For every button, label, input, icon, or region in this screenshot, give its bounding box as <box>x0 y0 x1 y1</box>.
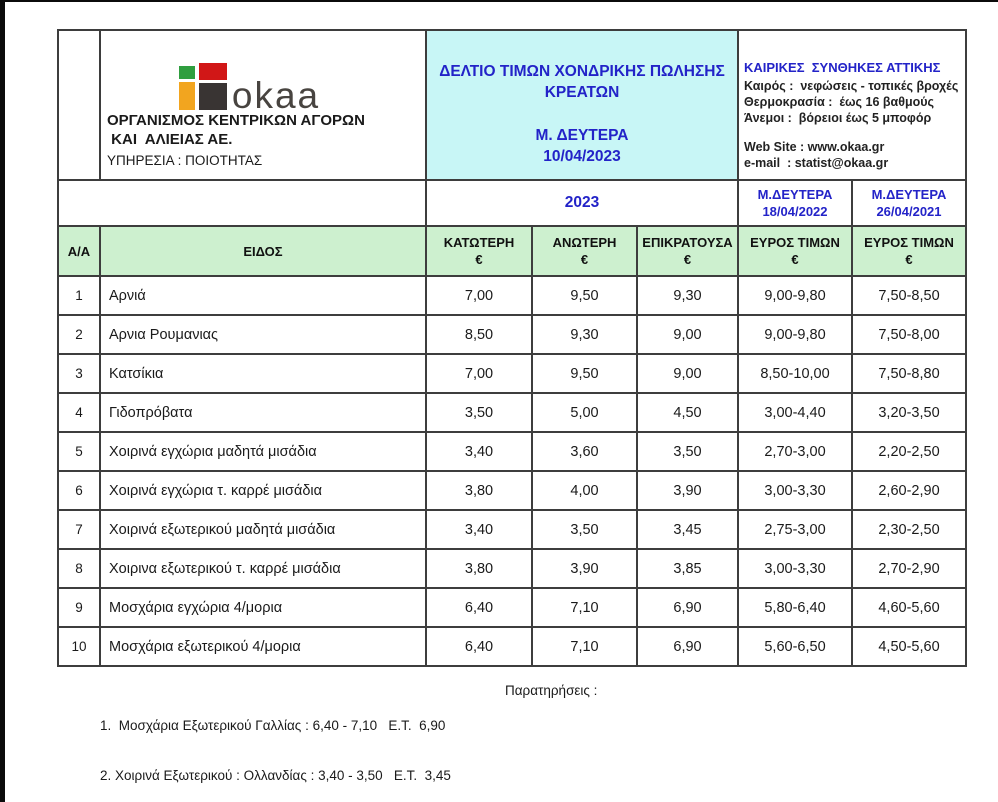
column-header-index: Α/Α <box>58 226 100 276</box>
organization-cell <box>100 30 426 180</box>
price-row <box>58 627 966 666</box>
highest-price: 7,10 <box>532 627 637 666</box>
prevailing-price: 9,00 <box>637 315 738 354</box>
row-number: 3 <box>58 354 100 393</box>
scan-edge-top <box>0 0 998 2</box>
bulletin-date: 10/04/2023 <box>543 148 621 165</box>
previous-date-2021: 26/04/2021 <box>876 204 942 219</box>
logo-orange-square-icon <box>179 82 195 110</box>
species-name: Μοσχάρια εξωτερικού 4/μορια <box>100 627 426 666</box>
logo-red-square-icon <box>199 63 227 80</box>
bulletin-title-cell <box>426 30 738 180</box>
price-row <box>58 315 966 354</box>
price-row <box>58 588 966 627</box>
species-name: Μοσχάρια εγχώρια 4/μορια <box>100 588 426 627</box>
column-header-species: ΕΙΔΟΣ <box>100 226 426 276</box>
lowest-price: 7,00 <box>426 276 532 315</box>
price-range-2022: 3,00-3,30 <box>738 549 852 588</box>
weather-temperature: Θερμοκρασία : έως 16 βαθμούς <box>744 94 935 109</box>
organization-name-line2: ΚΑΙ ΑΛΙΕΙΑΣ ΑΕ. <box>107 130 233 148</box>
price-bulletin-table <box>57 29 967 667</box>
logo-wordmark: okaa <box>231 74 321 116</box>
weather-title: ΚΑΙΡΙΚΕΣ ΣΥΝΘΗΚΕΣ ΑΤΤΙΚΗΣ <box>744 59 941 75</box>
price-range-2022: 9,00-9,80 <box>738 315 852 354</box>
price-row <box>58 471 966 510</box>
prevailing-price: 3,45 <box>637 510 738 549</box>
row-number: 4 <box>58 393 100 432</box>
bulletin-title-line2: ΚΡΕΑΤΩΝ <box>544 84 620 101</box>
current-year-cell: 2023 <box>426 180 738 226</box>
weather-winds: Άνεμοι : βόρειοι έως 5 μποφόρ <box>744 110 932 125</box>
row-number: 8 <box>58 549 100 588</box>
previous-date-2022: 18/04/2022 <box>762 204 828 219</box>
prevailing-price: 6,90 <box>637 627 738 666</box>
price-range-2021: 7,50-8,00 <box>852 315 966 354</box>
price-range-2022: 3,00-3,30 <box>738 471 852 510</box>
prevailing-price: 3,50 <box>637 432 738 471</box>
okaa-logo-mosaic-icon <box>178 63 228 111</box>
prevailing-price: 3,90 <box>637 471 738 510</box>
column-header-range-2022: ΕΥΡΟΣ ΤΙΜΩΝ € <box>738 226 852 276</box>
highest-price: 5,00 <box>532 393 637 432</box>
column-header-lowest: ΚΑΤΩΤΕΡΗ € <box>426 226 532 276</box>
lowest-price: 3,40 <box>426 510 532 549</box>
email-text: e-mail : statist@okaa.gr <box>744 155 889 170</box>
price-row <box>58 276 966 315</box>
row-number: 10 <box>58 627 100 666</box>
logo-dark-square-icon <box>199 83 227 110</box>
highest-price: 3,60 <box>532 432 637 471</box>
row-number: 1 <box>58 276 100 315</box>
header-corner-cell <box>58 30 100 180</box>
price-range-2021: 4,60-5,60 <box>852 588 966 627</box>
lowest-price: 6,40 <box>426 588 532 627</box>
prevailing-price: 9,30 <box>637 276 738 315</box>
prevailing-price: 3,85 <box>637 549 738 588</box>
website-text: Web Site : www.okaa.gr <box>744 139 885 154</box>
price-range-2021: 2,60-2,90 <box>852 471 966 510</box>
lowest-price: 3,80 <box>426 471 532 510</box>
row-number: 6 <box>58 471 100 510</box>
species-name: Χοιρινα εξωτερικού τ. καρρέ μισάδια <box>100 549 426 588</box>
price-range-2021: 2,30-2,50 <box>852 510 966 549</box>
species-name: Κατσίκια <box>100 354 426 393</box>
remarks-label: Παρατηρήσεις : <box>505 683 598 698</box>
lowest-price: 3,50 <box>426 393 532 432</box>
lowest-price: 6,40 <box>426 627 532 666</box>
highest-price: 9,50 <box>532 276 637 315</box>
previous-date-2021-cell <box>852 180 966 226</box>
species-name: Χοιρινά εγχώρια τ. καρρέ μισάδια <box>100 471 426 510</box>
species-name: Χοιρινά εγχώρια μαδητά μισάδια <box>100 432 426 471</box>
row-number: 9 <box>58 588 100 627</box>
price-table-body <box>58 276 966 666</box>
species-name: Αρνια Ρουμανιας <box>100 315 426 354</box>
price-range-2021: 7,50-8,80 <box>852 354 966 393</box>
species-name: Χοιρινά εξωτερικού μαδητά μισάδια <box>100 510 426 549</box>
weather-conditions: Καιρός : νεφώσεις - τοπικές βροχές <box>744 78 959 93</box>
price-range-2022: 9,00-9,80 <box>738 276 852 315</box>
price-range-2022: 3,00-4,40 <box>738 393 852 432</box>
logo-green-square-icon <box>179 66 195 79</box>
row-number: 2 <box>58 315 100 354</box>
prevailing-price: 9,00 <box>637 354 738 393</box>
price-range-2022: 5,60-6,50 <box>738 627 852 666</box>
lowest-price: 8,50 <box>426 315 532 354</box>
footnote-1: 1. Μοσχάρια Εξωτερικού Γαλλίας : 6,40 - 7,10 Ε.Τ. 6,90 <box>100 718 446 733</box>
column-header-row <box>58 226 966 276</box>
prevailing-price: 6,90 <box>637 588 738 627</box>
price-range-2021: 7,50-8,50 <box>852 276 966 315</box>
okaa-logo <box>100 63 411 116</box>
organization-department: ΥΠΗΡΕΣΙΑ : ΠΟΙΟΤΗΤΑΣ <box>107 152 263 168</box>
species-name: Γιδοπρόβατα <box>100 393 426 432</box>
weather-panel <box>738 30 966 180</box>
row-number: 5 <box>58 432 100 471</box>
previous-day-2021: Μ.ΔΕΥΤΕΡΑ <box>871 187 947 202</box>
prevailing-price: 4,50 <box>637 393 738 432</box>
previous-date-2022-cell <box>738 180 852 226</box>
scan-edge-left <box>0 0 5 802</box>
column-header-prevailing: ΕΠΙΚΡΑΤΟΥΣΑ € <box>637 226 738 276</box>
price-range-2022: 2,70-3,00 <box>738 432 852 471</box>
price-range-2021: 2,70-2,90 <box>852 549 966 588</box>
price-range-2021: 4,50-5,60 <box>852 627 966 666</box>
bulletin-day: Μ. ΔΕΥΤΕΡΑ <box>535 127 629 144</box>
highest-price: 7,10 <box>532 588 637 627</box>
year-row <box>58 180 966 226</box>
highest-price: 9,30 <box>532 315 637 354</box>
price-range-2022: 5,80-6,40 <box>738 588 852 627</box>
previous-day-2022: Μ.ΔΕΥΤΕΡΑ <box>757 187 833 202</box>
price-range-2022: 8,50-10,00 <box>738 354 852 393</box>
year-row-blank-cell <box>58 180 426 226</box>
species-name: Αρνιά <box>100 276 426 315</box>
highest-price: 4,00 <box>532 471 637 510</box>
price-row <box>58 432 966 471</box>
highest-price: 9,50 <box>532 354 637 393</box>
price-row <box>58 549 966 588</box>
price-range-2021: 3,20-3,50 <box>852 393 966 432</box>
highest-price: 3,90 <box>532 549 637 588</box>
highest-price: 3,50 <box>532 510 637 549</box>
price-range-2022: 2,75-3,00 <box>738 510 852 549</box>
header-band <box>58 30 966 180</box>
lowest-price: 3,80 <box>426 549 532 588</box>
price-row <box>58 354 966 393</box>
column-header-highest: ΑΝΩΤΕΡΗ € <box>532 226 637 276</box>
organization-name-line1: ΟΡΓΑΝΙΣΜΟΣ ΚΕΝΤΡΙΚΩΝ ΑΓΟΡΩΝ <box>107 111 365 129</box>
bulletin-title-line1: ΔΕΛΤΙΟ ΤΙΜΩΝ ΧΟΝΔΡΙΚΗΣ ΠΩΛΗΣΗΣ <box>439 63 725 80</box>
footnote-2: 2. Χοιρινά Εξωτερικού : Ολλανδίας : 3,40 - 3,50 Ε.Τ. 3,45 <box>100 768 451 783</box>
price-range-2021: 2,20-2,50 <box>852 432 966 471</box>
weather-spacer <box>739 126 965 139</box>
row-number: 7 <box>58 510 100 549</box>
price-row <box>58 393 966 432</box>
lowest-price: 7,00 <box>426 354 532 393</box>
price-row <box>58 510 966 549</box>
lowest-price: 3,40 <box>426 432 532 471</box>
column-header-range-2021: ΕΥΡΟΣ ΤΙΜΩΝ € <box>852 226 966 276</box>
